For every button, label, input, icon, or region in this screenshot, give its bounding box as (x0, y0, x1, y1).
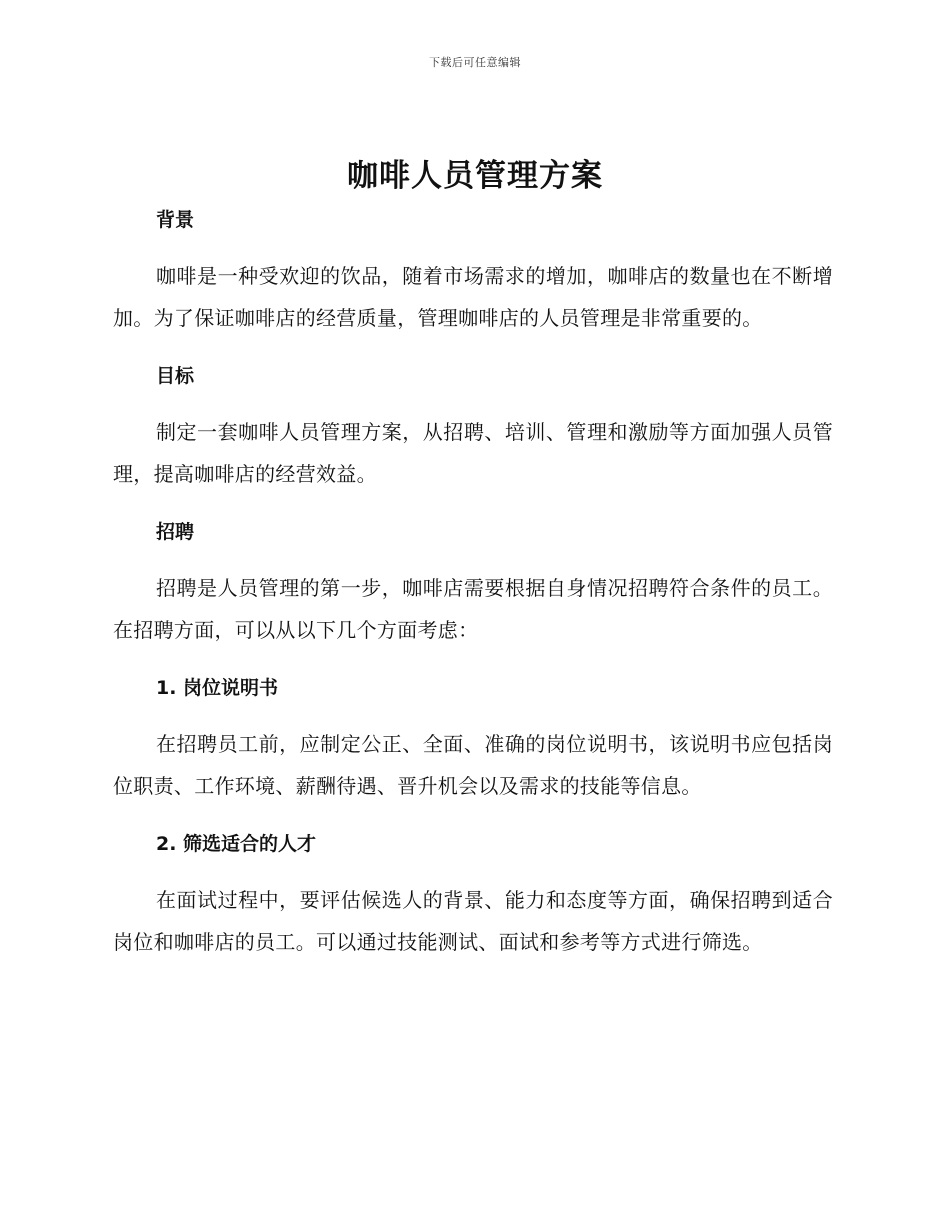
section-heading: 背景 (156, 209, 195, 231)
document-body (113, 205, 833, 985)
section-screening (113, 829, 833, 963)
section-paragraph: 咖啡是一种受欢迎的饮品，随着市场需求的增加，咖啡店的数量也在不断增加。为了保证咖啡店的经营质量，管理咖啡店的人员管理是非常重要的。 (113, 264, 833, 330)
section-heading: 1. 岗位说明书 (156, 677, 279, 699)
section-heading: 2. 筛选适合的人才 (156, 833, 317, 855)
section-recruitment (113, 517, 833, 651)
section-heading: 招聘 (156, 521, 195, 543)
section-background (113, 205, 833, 339)
section-paragraph: 在招聘员工前，应制定公正、全面、准确的岗位说明书，该说明书应包括岗位职责、工作环境、薪酬待遇、晋升机会以及需求的技能等信息。 (113, 732, 833, 798)
section-paragraph: 制定一套咖啡人员管理方案，从招聘、培训、管理和激励等方面加强人员管理，提高咖啡店的经营效益。 (113, 420, 833, 486)
section-heading: 目标 (156, 365, 195, 387)
header-note: 下载后可任意编辑 (429, 56, 521, 69)
section-paragraph: 在面试过程中，要评估候选人的背景、能力和态度等方面，确保招聘到适合岗位和咖啡店的员工。可以通过技能测试、面试和参考等方式进行筛选。 (113, 888, 833, 954)
section-job-description (113, 673, 833, 807)
document-title: 咖啡人员管理方案 (347, 158, 603, 194)
section-paragraph: 招聘是人员管理的第一步，咖啡店需要根据自身情况招聘符合条件的员工。在招聘方面，可以从以下几个方面考虑： (113, 576, 833, 642)
section-goal (113, 361, 833, 495)
